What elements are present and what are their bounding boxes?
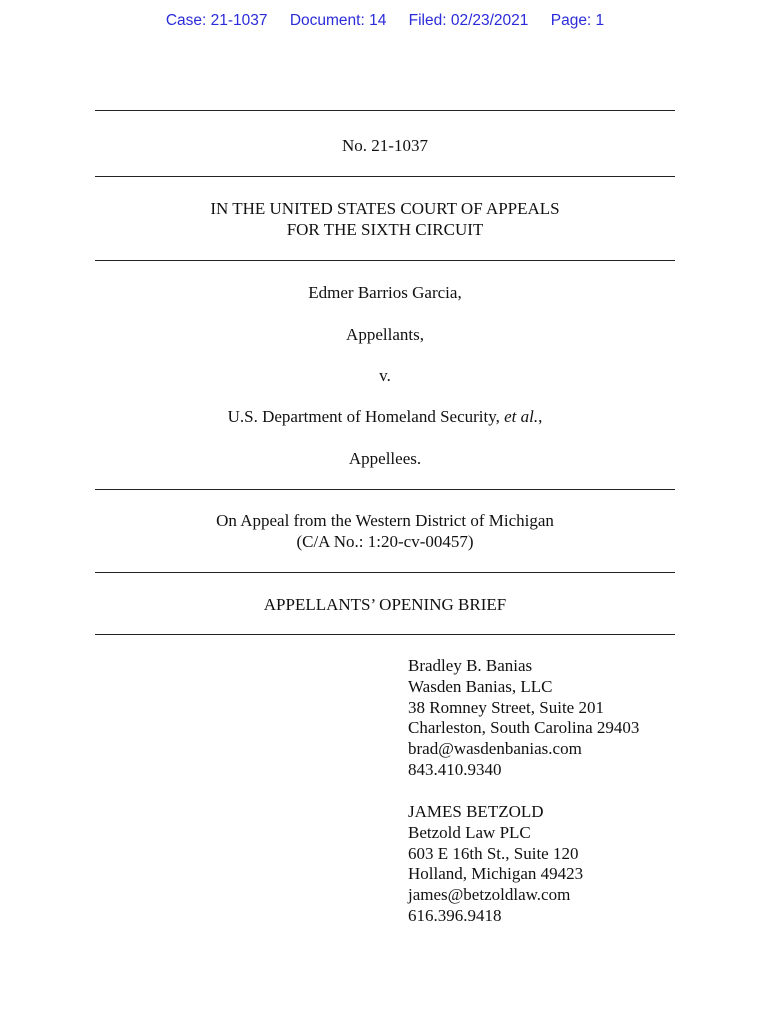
appellant-role: Appellants, xyxy=(346,325,424,344)
appeal-origin-line-2: (C/A No.: 1:20-cv-00457) xyxy=(296,531,474,551)
filed-date: Filed: 02/23/2021 xyxy=(408,12,529,29)
court-name-line-2: FOR THE SIXTH CIRCUIT xyxy=(286,219,484,239)
counsel-email: brad@wasdenbanias.com xyxy=(408,739,582,759)
counsel-city: Charleston, South Carolina 29403 xyxy=(408,718,640,738)
divider-rule xyxy=(95,260,675,261)
counsel-email: james@betzoldlaw.com xyxy=(408,885,571,905)
versus: v. xyxy=(379,366,391,385)
counsel-name: JAMES BETZOLD xyxy=(408,802,544,821)
appellee-et-al: et al. xyxy=(504,407,539,426)
divider-rule xyxy=(95,176,675,177)
counsel-firm: Wasden Banias, LLC xyxy=(408,676,553,696)
divider-rule xyxy=(95,489,675,490)
divider-rule xyxy=(95,572,675,573)
counsel-street: 38 Romney Street, Suite 201 xyxy=(408,697,604,717)
counsel-phone: 843.410.9340 xyxy=(408,759,502,779)
appellee-role: Appellees. xyxy=(348,449,422,468)
counsel-city: Holland, Michigan 49423 xyxy=(408,864,584,884)
counsel-name: Bradley B. Banias xyxy=(408,656,533,675)
court-name xyxy=(0,199,770,240)
docket-number: No. 21-1037 xyxy=(342,136,428,155)
appeal-origin-line-1: On Appeal from the Western District of Michigan xyxy=(216,511,554,530)
divider-rule xyxy=(95,110,675,111)
counsel-phone: 616.396.9418 xyxy=(408,905,502,925)
appellee-name-text: U.S. Department of Homeland Security, xyxy=(227,407,505,426)
document-number: Document: 14 xyxy=(289,12,387,29)
divider-rule xyxy=(95,634,675,635)
page-number: Page: 1 xyxy=(550,12,605,29)
appellee-comma: , xyxy=(538,407,543,426)
court-name-line-1: IN THE UNITED STATES COURT OF APPEALS xyxy=(210,199,560,218)
counsel-block-2 xyxy=(408,802,583,927)
appeal-origin xyxy=(0,511,770,552)
appellant-name: Edmer Barrios Garcia, xyxy=(308,283,462,302)
ecf-filing-header xyxy=(0,12,770,30)
counsel-block-1 xyxy=(408,656,639,781)
case-number: Case: 21-1037 xyxy=(165,12,268,29)
counsel-firm: Betzold Law PLC xyxy=(408,822,531,842)
counsel-street: 603 E 16th St., Suite 120 xyxy=(408,843,579,863)
appellee-name xyxy=(0,407,770,428)
brief-title: APPELLANTS’ OPENING BRIEF xyxy=(263,595,507,614)
